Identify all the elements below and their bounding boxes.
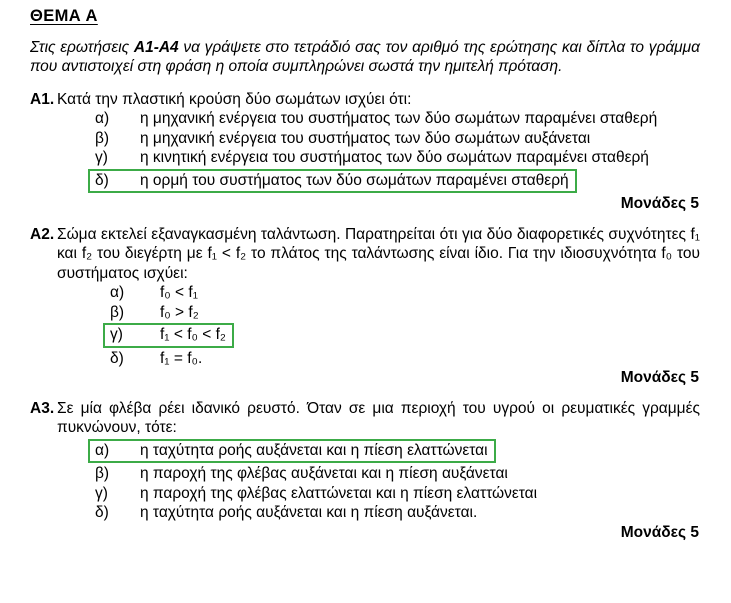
option-a3-b — [95, 464, 700, 484]
question-a2-number: Α2. — [30, 225, 55, 243]
option-a3-d — [95, 503, 700, 523]
option-letter: α) — [95, 110, 110, 127]
intro-text-end: να γράψετε στο τετράδιό σας τον αριθμό της ερώτησης και δίπλα το γράμμα που αντιστοιχεί στη φράση η οποία συμπληρώνει σωστά την ημιτελή πρόταση. — [30, 38, 701, 75]
option-a2-d — [110, 349, 700, 369]
option-letter: δ) — [95, 504, 109, 521]
question-a2-text: Σώμα εκτελεί εξαναγκασμένη ταλάντωση. Παρατηρείται ότι για δύο διαφορετικές συχνότητες f₁ και f₂ του διεγέρτη με f₁ < f₂ το πλάτος της ταλάντωσης είναι ίδιο. Για την ιδιοσυχνότητα f₀ του συστήματος ισχύει: — [57, 225, 700, 282]
question-a3-number: Α3. — [30, 399, 55, 417]
question-a1-text: Κατά την πλαστική κρούση δύο σωμάτων ισχύει ότι: — [57, 90, 412, 108]
option-letter: γ) — [110, 326, 123, 343]
option-a1-c — [95, 148, 700, 168]
option-a1-d-answer-highlight-box — [88, 169, 577, 194]
points-label-a1: Μονάδες 5 — [620, 195, 699, 212]
question-a3-options — [95, 438, 700, 523]
question-a1-stem — [30, 90, 700, 110]
option-text: η μηχανική ενέργεια του συστήματος των δύο σωμάτων παραμένει σταθερή — [140, 110, 658, 127]
option-letter: δ) — [110, 349, 124, 367]
option-formula: f₁ = f₀. — [160, 349, 203, 367]
option-a1-b — [95, 129, 700, 149]
option-a3-c — [95, 484, 700, 504]
option-formula: f₀ > f₂ — [160, 303, 199, 321]
option-text: η κινητική ενέργεια του συστήματος των δύο σωμάτων παραμένει σταθερή — [140, 149, 649, 166]
points-label-a3: Μονάδες 5 — [620, 523, 699, 541]
intro-text-start: Στις ερωτήσεις — [30, 38, 134, 56]
option-a3-a-answer-highlight-box — [88, 439, 496, 464]
option-text: η ταχύτητα ροής αυξάνεται και η πίεση ελαττώνεται — [140, 441, 488, 459]
question-a1-options — [95, 109, 700, 194]
intro-question-range: Α1-Α4 — [133, 38, 179, 56]
option-letter: α) — [110, 284, 125, 301]
option-letter: β) — [95, 465, 110, 482]
question-a2-stem — [30, 225, 700, 284]
option-letter: β) — [95, 129, 110, 147]
question-a3-stem — [30, 399, 700, 438]
option-a2-b — [110, 303, 700, 323]
question-a3-text: Σε μία φλέβα ρέει ιδανικό ρευστό. Όταν σε μια περιοχή του υγρού οι ρευματικές γραμμές πυκνώνουν, τότε: — [57, 399, 700, 436]
option-text: η παροχή της φλέβας ελαττώνεται και η πίεση ελαττώνεται — [140, 484, 538, 502]
option-letter: γ) — [95, 484, 108, 502]
option-letter: α) — [95, 441, 110, 459]
option-formula: f₁ < f₀ < f₂ — [160, 326, 226, 343]
points-label-a2: Μονάδες 5 — [620, 369, 699, 386]
option-letter: γ) — [95, 149, 108, 166]
option-text: η ταχύτητα ροής αυξάνεται και η πίεση αυξάνεται. — [140, 504, 478, 521]
question-a2 — [30, 225, 700, 388]
option-a1-a — [95, 109, 700, 129]
question-a1-number: Α1. — [30, 90, 55, 108]
question-a2-options — [110, 283, 700, 368]
question-a1 — [30, 90, 700, 214]
option-text: η παροχή της φλέβας αυξάνεται και η πίεση αυξάνεται — [140, 465, 508, 482]
intro-paragraph — [30, 38, 700, 77]
question-a3 — [30, 399, 700, 543]
option-letter: β) — [110, 303, 125, 321]
option-a2-a — [110, 283, 700, 303]
option-formula: f₀ < f₁ — [160, 284, 198, 301]
option-text: η ορμή του συστήματος των δύο σωμάτων παραμένει σταθερή — [140, 171, 569, 189]
option-text: η μηχανική ενέργεια του συστήματος των δύο σωμάτων αυξάνεται — [140, 129, 591, 147]
option-letter: δ) — [95, 171, 109, 189]
section-title: ΘΕΜΑ Α — [30, 7, 98, 25]
option-a2-c-answer-highlight-box — [103, 323, 234, 348]
